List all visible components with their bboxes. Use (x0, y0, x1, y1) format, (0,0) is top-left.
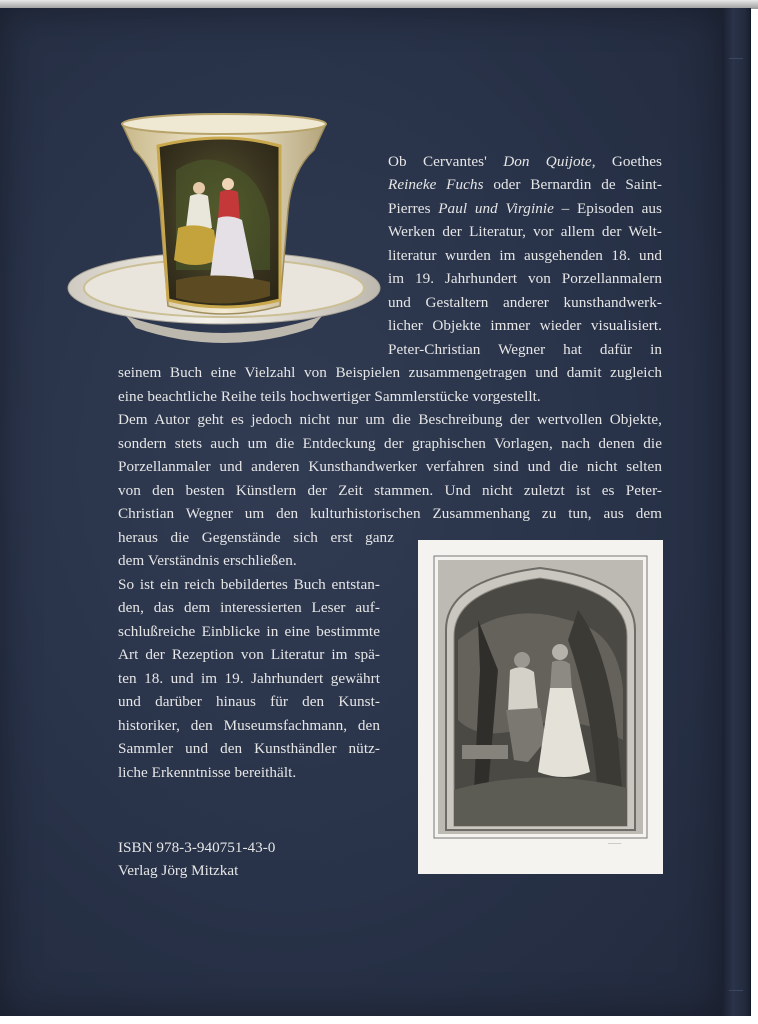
text-line: sondern stets auch um die Entdeckung der graphischen Vorlagen, nach denen die (118, 435, 662, 452)
text-line: Porzellanmaler und anderen Kunsthandwerker verfahren sind und die nicht selten (118, 458, 662, 475)
publisher-name: Verlag Jörg Mitzkat (118, 862, 239, 880)
text-line: liche Erkenntnisse bereithält. (118, 764, 297, 781)
text-line: Peter-Christian Wegner hat dafür in (388, 341, 662, 358)
book-spine (722, 8, 751, 1016)
text-line: und darüber hinaus für den Kunst- (118, 693, 380, 710)
text-line: schlußreiche Einblicke in eine bestimmte (118, 623, 380, 640)
text-line: eine beachtliche Reihe teils hochwertiger Sammlerstücke vorgestellt. (118, 388, 541, 405)
spine-edge-line (729, 990, 743, 991)
text-line: heraus die Gegenstände sich erst ganz (118, 529, 394, 546)
text-line: Ob Cervantes' Don Quijote, Goethes (388, 153, 662, 170)
spine-edge-line (729, 58, 743, 59)
text-line: historiker, den Museumsfachmann, den (118, 717, 380, 734)
text-line: So ist ein reich bebildertes Buch entstan- (118, 576, 380, 593)
text-line: Christian Wegner um den kulturhistorischen Zusammenhang zu tun, aus dem (118, 505, 662, 522)
isbn-number: ISBN 978-3-940751-43-0 (118, 839, 276, 856)
text-line: seinem Buch eine Vielzahl von Beispielen zusammengetragen und damit zugleich (118, 364, 662, 381)
text-line: ten 18. und im 19. Jahrhundert gewährt (118, 670, 380, 687)
text-line: Pierres Paul und Virginie – Episoden aus (388, 200, 662, 217)
text-line: und Gestaltern anderer kunsthandwerk- (388, 294, 662, 311)
text-line: von den besten Künstlern der Zeit stammen. Und nicht zuletzt ist es Peter- (118, 482, 662, 499)
text-line: Dem Autor geht es jedoch nicht nur um die Beschreibung der wertvollen Objekte, (118, 411, 662, 428)
text-line: den, das dem interessierten Leser auf- (118, 599, 380, 616)
text-line: Werken der Literatur, vor allem der Welt- (388, 223, 662, 240)
svg-text:———: ——— (608, 842, 622, 847)
engraving-illustration (418, 540, 663, 874)
text-line: Reineke Fuchs oder Bernardin de Saint- (388, 176, 662, 193)
text-line: literatur wurden im ausgehenden 18. und (388, 247, 662, 264)
text-line: licher Objekte immer wieder visualisiert. (388, 317, 662, 334)
text-line: Sammler und den Kunsthändler nütz- (118, 740, 380, 757)
text-line: dem Verständnis erschließen. (118, 552, 297, 569)
text-line: im 19. Jahrhundert von Porzellanmalern (388, 270, 662, 287)
isbn-block (118, 836, 275, 883)
text-line: Art der Rezeption von Literatur im spä- (118, 646, 380, 663)
porcelain-cup-image (66, 110, 382, 355)
